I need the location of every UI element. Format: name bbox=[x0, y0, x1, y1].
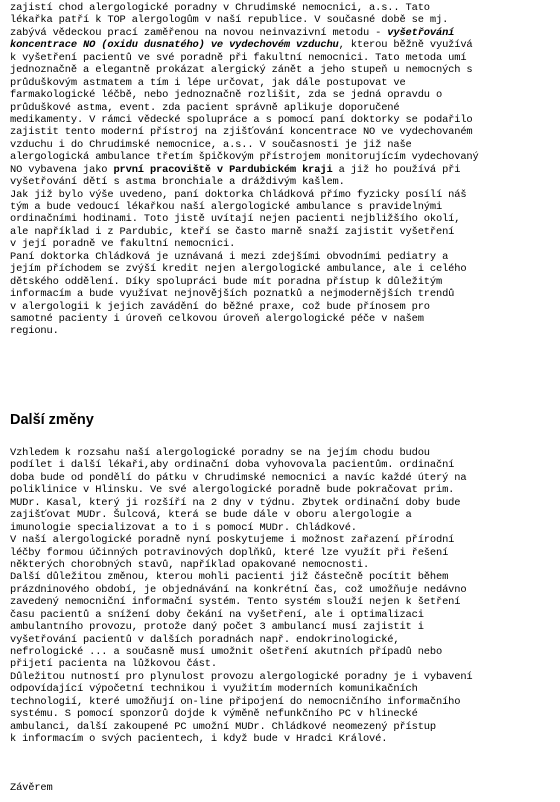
text-line bbox=[10, 733, 473, 745]
text-run: farmakologické léčbě, nebo jednoznačně rozlišit, zda se jedná opravdu o bbox=[10, 89, 443, 102]
text-run: ambulanci, další zakoupené PC umožní MUDr. Chládkové neomezený přístup bbox=[10, 720, 436, 733]
text-run: doba bude od pondělí do pátku v Chrudimské nemocnici a navíc každé úterý na bbox=[10, 471, 467, 484]
section-heading: Další změny bbox=[10, 412, 94, 428]
text-run: poliklinice v Hlinsku. Ve své alergologické poradně bude pokračovat prim. bbox=[10, 484, 455, 497]
text-line bbox=[10, 14, 479, 26]
text-run: Důležitou nutností pro plynulost provozu alergologické poradny je i vybavení bbox=[10, 670, 473, 683]
text-run: přijetí pacienta na lůžkovou část. bbox=[10, 658, 217, 671]
text-run: medikamenty. V rámci vědecké spolupráce a s pomocí paní doktorky se podařilo bbox=[10, 113, 473, 126]
emphasized-text: vyšetřování bbox=[387, 26, 455, 39]
text-line bbox=[10, 596, 473, 608]
text-line bbox=[10, 634, 473, 646]
text-line bbox=[10, 77, 479, 89]
text-line bbox=[10, 139, 479, 151]
text-run: Paní doktorka Chládková je uznávaná i mezi zdejšími obvodními pediatry a bbox=[10, 250, 449, 263]
text-line bbox=[10, 671, 473, 683]
text-line bbox=[10, 609, 473, 621]
text-line bbox=[10, 708, 473, 720]
text-line bbox=[10, 251, 479, 263]
text-line bbox=[10, 547, 473, 559]
text-line bbox=[10, 696, 473, 708]
text-run: k vyšetření pacientů ve své poradně při fakultní nemocnici. Tato metoda umí bbox=[10, 51, 467, 64]
text-line bbox=[10, 447, 473, 459]
text-line bbox=[10, 263, 479, 275]
text-run: času pacientů a snížení doby čekání na vyšetření, ale i optimalizaci bbox=[10, 608, 424, 621]
text-run: vzduchu i do Chrudimské nemocnice, a.s.. V současnosti je již naše bbox=[10, 138, 412, 151]
text-line bbox=[10, 52, 479, 64]
text-line bbox=[10, 621, 473, 633]
text-line bbox=[10, 89, 479, 101]
text-run: technologií, které umožňují on-line připojení do nemocničního informačního bbox=[10, 695, 461, 708]
text-line bbox=[10, 571, 473, 583]
text-run: Další důležitou změnou, kterou mohli pacienti již částečně pocítit během bbox=[10, 571, 449, 584]
emphasized-text: první pracoviště v Pardubickém kraji bbox=[113, 163, 333, 176]
text-run: nefrologické ... a současně musí umožnit ošetření akutních případů nebo bbox=[10, 646, 443, 658]
text-run: některých chorobných stavů, například opakované nemocnosti. bbox=[10, 558, 370, 571]
text-run: informacím a bude využívat nejnovějších poznatků a nejmodernějších trendů bbox=[10, 288, 455, 301]
text-line bbox=[10, 325, 479, 337]
text-run: odpovídající výpočetní technikou i využitím moderních komunikačních bbox=[10, 683, 418, 696]
text-run: ale například i z Pardubic, kteří se často marně snaží zajistit vyšetření bbox=[10, 225, 455, 238]
text-line bbox=[10, 126, 479, 138]
text-run: zajišťovat MUDr. Šulcová, která se bude dále v oboru alergologie a bbox=[10, 509, 412, 522]
text-line bbox=[10, 522, 473, 534]
text-line bbox=[10, 201, 479, 213]
text-run: k informacím o svých pacientech, i když bude v Hradci Králové. bbox=[10, 733, 388, 746]
text-line bbox=[10, 683, 473, 695]
text-line bbox=[10, 27, 479, 39]
text-run: alergologická ambulance třetím špičkovým přístrojem monitorujícím vydechovaný bbox=[10, 151, 479, 164]
text-run: regionu. bbox=[10, 325, 59, 338]
text-line bbox=[10, 497, 473, 509]
text-run: v její poradně ve fakultní nemocnici. bbox=[10, 238, 236, 251]
text-run: jednoznačně a elegantně prokázat alergický zánět a jeho stupeň u nemocných s bbox=[10, 64, 473, 77]
text-run: jejím příchodem se zvýší kredit nejen alergologické ambulance, ale i celého bbox=[10, 263, 467, 276]
text-line bbox=[10, 721, 473, 733]
text-run: tým a bude vedoucí lékařkou naší alergologické ambulance s pravidelnými bbox=[10, 201, 443, 213]
text-line bbox=[10, 64, 479, 76]
text-run: a již ho používá při bbox=[332, 163, 461, 176]
text-line bbox=[10, 484, 473, 496]
section-2-text bbox=[10, 447, 473, 746]
text-run: podílet i další lékaři,aby ordinační doba vyhovovala pacientům. ordinační bbox=[10, 459, 455, 472]
text-line bbox=[10, 151, 479, 163]
text-line bbox=[10, 313, 479, 325]
text-run: v alergologii k jejich zavádění do běžné praxe, což bude přínosem pro bbox=[10, 300, 430, 313]
text-run: imunologie specializovat a to i s pomocí MUDr. Chládkové. bbox=[10, 521, 357, 534]
text-line bbox=[10, 164, 479, 176]
text-run: zajistí chod alergologické poradny v Chrudimské nemocnici, a.s.. Tato bbox=[10, 2, 430, 14]
text-line bbox=[10, 238, 479, 250]
text-run: průduškovým astmatem a tím i lépe určovat, jak dále postupovat ve bbox=[10, 76, 406, 89]
text-line bbox=[10, 39, 479, 51]
text-line bbox=[10, 459, 473, 471]
text-line bbox=[10, 102, 479, 114]
text-line bbox=[10, 213, 479, 225]
text-run: prázdninového období, je objednávání na konkrétní čas, což umožňuje nedávno bbox=[10, 583, 467, 596]
text-run: lékařka patří k TOP alergologům v naší republice. V současné době se mj. bbox=[10, 14, 449, 27]
text-run: léčby formou účinných potravinových doplňků, které lze využít při řešení bbox=[10, 546, 449, 559]
text-line bbox=[10, 534, 473, 546]
text-run: V naší alergologické poradně nyní poskytujeme i možnost zařazení přírodní bbox=[10, 534, 455, 547]
text-run: vyšetřování dětí s astma bronchiale a dráždivým kašlem. bbox=[10, 176, 345, 189]
section-1-text bbox=[10, 2, 479, 338]
text-line bbox=[10, 2, 479, 14]
text-run: zabývá vědeckou prací zaměřenou na novou neinvazivní metodu - bbox=[10, 26, 388, 39]
text-line bbox=[10, 646, 473, 658]
text-run: samotné pacienty i úroveň celkovou úroveň alergologické péče v našem bbox=[10, 312, 424, 325]
text-line bbox=[10, 472, 473, 484]
text-line bbox=[10, 176, 479, 188]
closing-heading: Závěrem bbox=[10, 782, 53, 794]
text-run: , kterou běžně využívá bbox=[338, 39, 473, 52]
text-run: MUDr. Kasal, který ji rozšíří na 2 dny v týdnu. Zbytek ordinační doby bude bbox=[10, 496, 461, 509]
text-run: vyšetřování pacientů v dalších poradnách např. endokrinologické, bbox=[10, 633, 400, 646]
text-run: Jak již bylo výše uvedeno, paní doktorka Chládková přímo fyzicky posílí náš bbox=[10, 188, 467, 201]
text-line bbox=[10, 658, 473, 670]
text-run: Vzhledem k rozsahu naší alergologické poradny se na jejím chodu budou bbox=[10, 447, 430, 459]
emphasized-text: koncentrace NO (oxidu dusnatého) ve vydechovém vzduchu bbox=[10, 39, 339, 52]
text-run: dětského oddělení. Díky spolupráci bude mít poradna přístup k důležitým bbox=[10, 275, 443, 288]
text-line bbox=[10, 189, 479, 201]
text-run: ambulantního provozu, protože daný počet 3 ambulancí musí zajistit i bbox=[10, 621, 424, 634]
text-line bbox=[10, 114, 479, 126]
text-line bbox=[10, 288, 479, 300]
text-run: ordinačními hodinami. Toto jistě uvítají nejen pacienti nejbližšího okolí, bbox=[10, 213, 461, 226]
text-line bbox=[10, 509, 473, 521]
text-line bbox=[10, 276, 479, 288]
text-line bbox=[10, 584, 473, 596]
text-run: zavedený nemocniční informační systém. Tento systém slouží nejen k šetření bbox=[10, 596, 461, 609]
text-line bbox=[10, 226, 479, 238]
text-line bbox=[10, 559, 473, 571]
text-run: průduškové astma, event. zda pacient správně aplikuje doporučené bbox=[10, 101, 400, 114]
text-run: NO vybavena jako bbox=[10, 163, 114, 176]
text-run: systému. S pomocí sponzorů dojde k výměně nefunkčního PC v hlinecké bbox=[10, 708, 418, 721]
text-line bbox=[10, 301, 479, 313]
text-run: zajistit tento moderní přístroj na zjišťování koncentrace NO ve vydechovaném bbox=[10, 126, 473, 139]
